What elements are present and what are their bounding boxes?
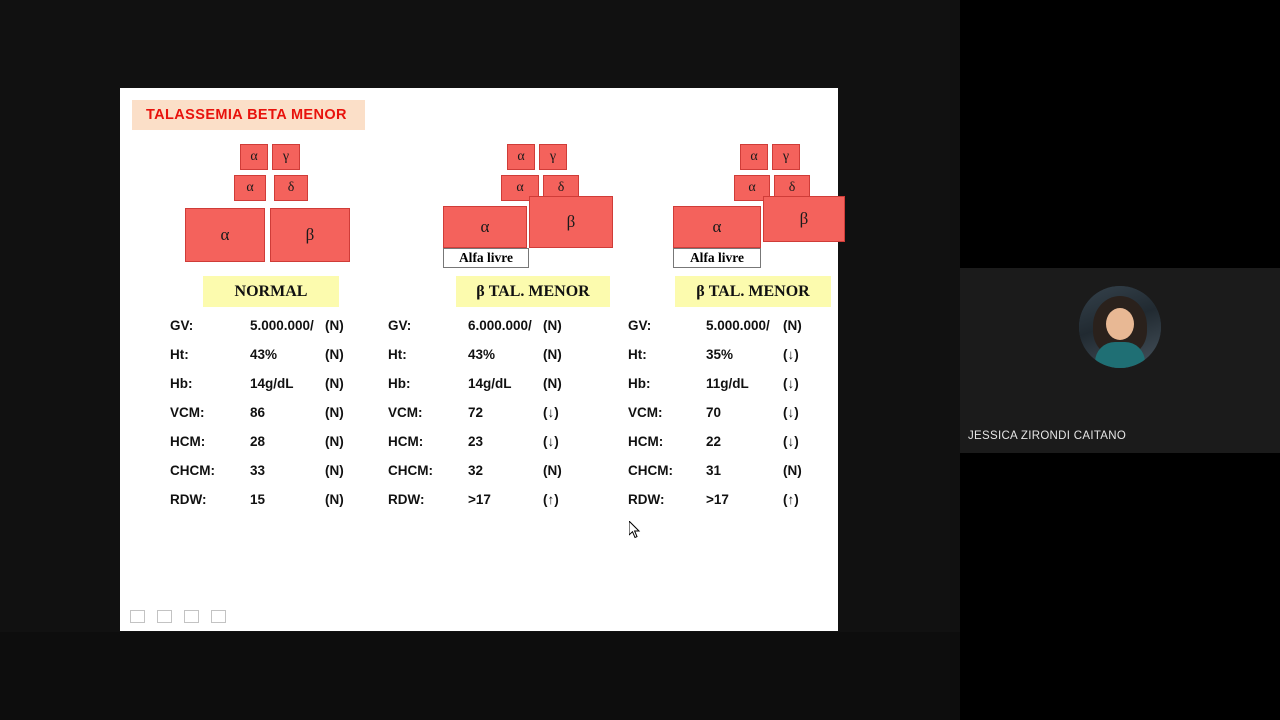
lab-value: 14g/dL — [468, 376, 512, 391]
gene-box-delta: δ — [274, 175, 308, 201]
table-row — [170, 376, 360, 405]
lab-name: RDW: — [628, 492, 665, 507]
lab-name: Ht: — [628, 347, 647, 362]
lab-flag: (↓) — [783, 347, 799, 362]
table-row — [388, 376, 578, 405]
table-row — [628, 376, 818, 405]
gene-box-delta: δ — [543, 175, 579, 201]
gene-box-alpha-2: α — [234, 175, 266, 201]
lab-name: GV: — [388, 318, 412, 333]
participant-name: JESSICA ZIRONDI CAITANO — [968, 430, 1127, 442]
lab-flag: (↓) — [543, 405, 559, 420]
lab-name: GV: — [170, 318, 194, 333]
lab-table-beta-2 — [628, 318, 818, 521]
lab-name: Hb: — [628, 376, 651, 391]
gene-box-alpha: α — [740, 144, 768, 170]
lab-name: GV: — [628, 318, 652, 333]
lab-name: Hb: — [170, 376, 193, 391]
lab-flag: (N) — [783, 463, 802, 478]
chain-box-beta: β — [529, 196, 613, 248]
lab-flag: (N) — [325, 492, 344, 507]
lab-value: 22 — [706, 434, 722, 449]
lab-name: VCM: — [170, 405, 205, 420]
table-row — [388, 318, 578, 347]
shape-icon[interactable] — [211, 610, 226, 623]
lab-flag: (N) — [783, 318, 802, 333]
gene-box-gamma: γ — [772, 144, 800, 170]
lab-value: 33 — [250, 463, 266, 478]
lab-flag: (N) — [543, 376, 562, 391]
table-row — [628, 405, 818, 434]
lab-table-normal — [170, 318, 360, 521]
lab-name: HCM: — [388, 434, 424, 449]
lab-flag: (N) — [543, 347, 562, 362]
lab-flag: (↓) — [783, 434, 799, 449]
gene-box-gamma: γ — [539, 144, 567, 170]
status-band-normal: NORMAL — [203, 276, 339, 307]
table-row — [388, 434, 578, 463]
list-icon[interactable] — [184, 610, 199, 623]
lab-name: VCM: — [388, 405, 423, 420]
lab-name: HCM: — [170, 434, 206, 449]
table-row — [628, 318, 818, 347]
stage-backdrop-lower — [0, 632, 960, 720]
lab-value: >17 — [468, 492, 491, 507]
chain-box-alpha: α — [673, 206, 761, 248]
lab-name: RDW: — [388, 492, 425, 507]
table-row — [388, 492, 578, 521]
lab-name: VCM: — [628, 405, 663, 420]
lab-value: 6.000.000/ — [468, 318, 532, 333]
status-band-beta-2: β TAL. MENOR — [675, 276, 831, 307]
table-row — [170, 434, 360, 463]
gene-box-gamma: γ — [272, 144, 300, 170]
lab-value: 31 — [706, 463, 722, 478]
gene-box-alpha: α — [240, 144, 268, 170]
avatar — [1079, 286, 1161, 368]
chain-box-beta: β — [763, 196, 845, 242]
lab-flag: (↓) — [783, 405, 799, 420]
chain-box-alpha: α — [443, 206, 527, 248]
pen-icon[interactable] — [157, 610, 172, 623]
table-row — [628, 347, 818, 376]
lab-value: 28 — [250, 434, 266, 449]
lab-flag: (N) — [543, 463, 562, 478]
lab-name: HCM: — [628, 434, 664, 449]
table-row — [170, 463, 360, 492]
lab-value: 5.000.000/ — [706, 318, 770, 333]
lab-flag: (N) — [325, 463, 344, 478]
table-row — [628, 434, 818, 463]
table-row — [170, 492, 360, 521]
shared-slide[interactable] — [120, 88, 838, 631]
alfa-livre-label: Alfa livre — [443, 248, 529, 268]
lab-name: Ht: — [170, 347, 189, 362]
avatar-body — [1095, 342, 1145, 368]
lab-name: CHCM: — [388, 463, 433, 478]
status-band-beta-1: β TAL. MENOR — [456, 276, 610, 307]
table-row — [388, 347, 578, 376]
lab-value: 43% — [468, 347, 496, 362]
lab-name: RDW: — [170, 492, 207, 507]
table-row — [170, 405, 360, 434]
lab-value: 23 — [468, 434, 484, 449]
lab-flag: (↑) — [783, 492, 799, 507]
lab-flag: (N) — [325, 347, 344, 362]
gene-box-alpha: α — [507, 144, 535, 170]
avatar-face — [1106, 308, 1134, 340]
lab-value: 5.000.000/ — [250, 318, 314, 333]
lab-flag: (N) — [325, 405, 344, 420]
lab-value: 14g/dL — [250, 376, 294, 391]
lab-flag: (↑) — [543, 492, 559, 507]
lab-value: 32 — [468, 463, 484, 478]
table-row — [388, 405, 578, 434]
lab-value: 35% — [706, 347, 734, 362]
lab-flag: (N) — [543, 318, 562, 333]
lab-value: >17 — [706, 492, 729, 507]
alfa-livre-label: Alfa livre — [673, 248, 761, 268]
lab-value: 72 — [468, 405, 484, 420]
table-row — [628, 463, 818, 492]
lab-flag: (↓) — [543, 434, 559, 449]
lab-name: CHCM: — [628, 463, 673, 478]
lab-flag: (N) — [325, 434, 344, 449]
table-row — [388, 463, 578, 492]
table-row — [170, 347, 360, 376]
lab-value: 43% — [250, 347, 278, 362]
lab-name: Ht: — [388, 347, 407, 362]
lab-value: 15 — [250, 492, 266, 507]
lab-table-beta-1 — [388, 318, 578, 521]
lab-value: 11g/dL — [706, 376, 749, 391]
lab-name: Hb: — [388, 376, 411, 391]
table-row — [170, 318, 360, 347]
participant-tile[interactable] — [960, 268, 1280, 453]
lab-value: 70 — [706, 405, 722, 420]
table-row — [628, 492, 818, 521]
lab-flag: (N) — [325, 376, 344, 391]
lab-name: CHCM: — [170, 463, 215, 478]
lab-value: 86 — [250, 405, 266, 420]
lab-flag: (N) — [325, 318, 344, 333]
gene-box-delta: δ — [774, 175, 810, 201]
gene-box-alpha-2: α — [501, 175, 539, 201]
comment-icon[interactable] — [130, 610, 145, 623]
chain-box-beta: β — [270, 208, 350, 262]
slide-toolbar[interactable] — [130, 610, 226, 623]
page-title: TALASSEMIA BETA MENOR — [132, 100, 365, 130]
gene-box-alpha-2: α — [734, 175, 770, 201]
chain-box-alpha: α — [185, 208, 265, 262]
lab-flag: (↓) — [783, 376, 799, 391]
